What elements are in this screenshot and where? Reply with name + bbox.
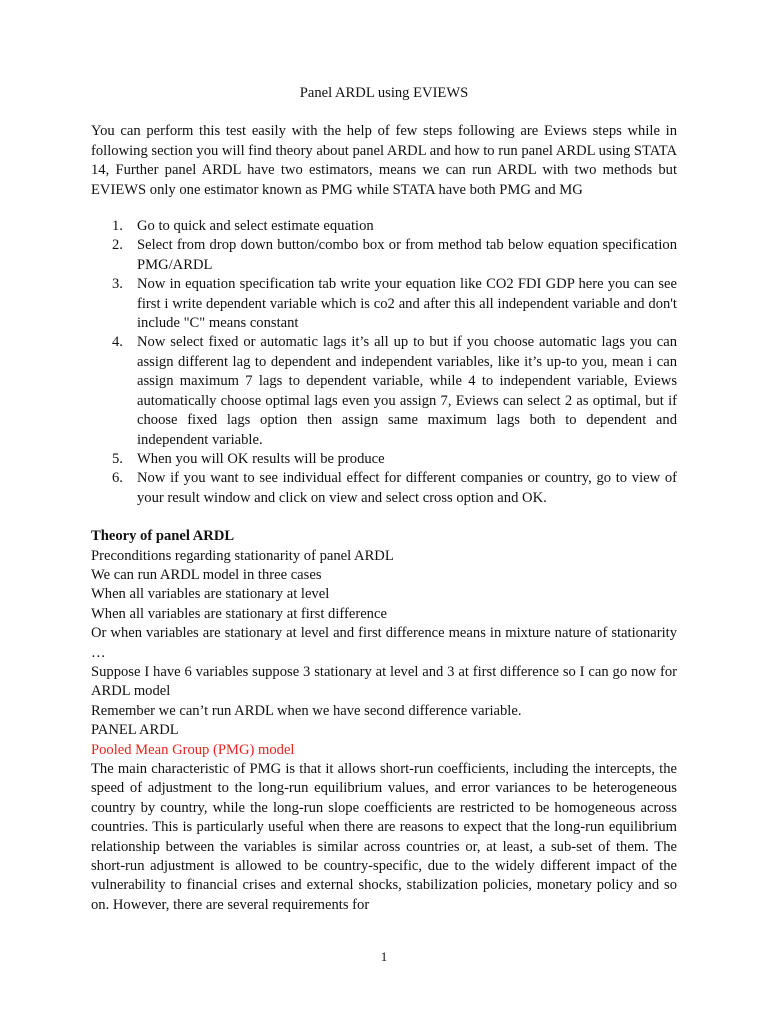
theory-line: Or when variables are stationary at level and first difference means in mixture nature of stationarity …: [91, 625, 677, 661]
list-item-number: 1.: [112, 218, 123, 235]
theory-line: When all variables are stationary at level: [91, 586, 330, 603]
list-item: [91, 236, 677, 275]
list-item: [91, 450, 677, 469]
theory-line: When all variables are stationary at first difference: [91, 605, 387, 622]
theory-line: Remember we can’t run ARDL when we have second difference variable.: [91, 702, 522, 719]
theory-line: We can run ARDL model in three cases: [91, 566, 322, 583]
theory-line: Preconditions regarding stationarity of panel ARDL: [91, 547, 394, 564]
theory-line: Suppose I have 6 variables suppose 3 stationary at level and 3 at first difference so I can go now for ARDL model: [91, 663, 677, 700]
list-item-number: 5.: [112, 450, 123, 467]
list-item: [91, 469, 677, 508]
intro-paragraph: You can perform this test easily with the help of few steps following are Eviews steps while in following section you will find theory about panel ARDL and how to run panel ARDL using STATA 14, Further panel ARDL have two estimators, means we can run ARDL with two methods but EVIEWS only one estimator known as PMG while STATA have both PMG and MG: [91, 123, 677, 198]
list-item-text: Select from drop down button/combo box or from method tab below equation specification PMG/ARDL: [137, 237, 677, 273]
theory-heading: Theory of panel ARDL: [91, 528, 235, 545]
steps-list: [91, 217, 677, 508]
list-item-number: 4.: [112, 334, 123, 351]
page-number: 1: [380, 949, 388, 964]
list-item-number: 3.: [112, 276, 123, 293]
list-item-number: 2.: [112, 237, 123, 254]
list-item: [91, 333, 677, 449]
list-item-text: Now if you want to see individual effect for different companies or country, go to view of your result window and click on view and select cross option and OK.: [137, 470, 677, 506]
list-item-text: Now select fixed or automatic lags it’s all up to but if you choose automatic lags you can assign different lag to dependent and independent variables, like it’s up-to you, mean i can assign maximum 7 lags to dependent variable, while 4 to independent variable, Eviews automatically choose optimal lags even you assign 7, Eviews can select 2 as optimal, but if choose fixed lags option then assign same maximum lags both to dependent and independent variable.: [137, 334, 677, 448]
panel-ardl-label: PANEL ARDL: [91, 722, 179, 739]
list-item-text: Now in equation specification tab write your equation like CO2 FDI GDP here you can see first i write dependent variable which is co2 and after this all independent variable and don't include "C" means constant: [137, 276, 677, 332]
list-item-text: When you will OK results will be produce: [137, 450, 385, 467]
pmg-paragraph: The main characteristic of PMG is that it allows short-run coefficients, including the intercepts, the speed of adjustment to the long-run equilibrium values, and error variances to be heterogeneous country by country, while the long-run slope coefficients are restricted to be homogeneous across countries. This is particularly useful when there are reasons to expect that the long-run equilibrium relationship between the variables is similar across countries or, at least, a sub-set of them. The short-run adjustment is allowed to be country-specific, due to the widely different impact of the vulnerability to financial crises and external shocks, stabilization policies, monetary policy and so on. However, there are several requirements for: [91, 761, 677, 913]
list-item-text: Go to quick and select estimate equation: [137, 218, 374, 235]
list-item: [91, 275, 677, 333]
list-item-number: 6.: [112, 470, 123, 487]
list-item: [91, 217, 677, 236]
document-title: Panel ARDL using EVIEWS: [299, 85, 469, 101]
pmg-heading: Pooled Mean Group (PMG) model: [91, 741, 295, 758]
